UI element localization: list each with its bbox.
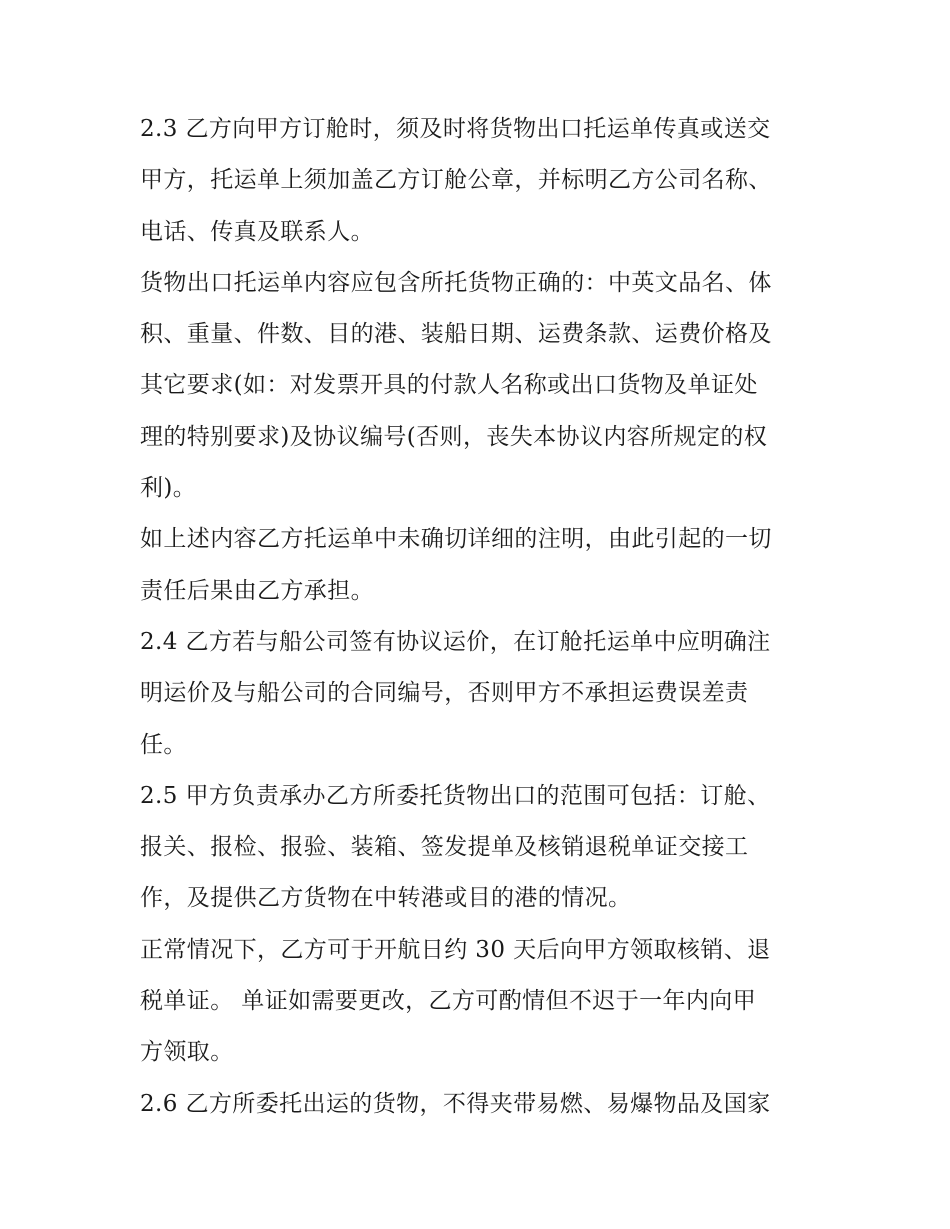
- text-line: 明运价及与船公司的合同编号，否则甲方不承担运费误差责: [140, 680, 749, 707]
- paragraph-documents-return: [140, 925, 820, 1079]
- text-line: 任。: [140, 731, 187, 758]
- text-line: 如上述内容乙方托运单中未确切详细的注明，由此引起的一切: [140, 526, 772, 553]
- text-line: 2.5 甲方负责承办乙方所委托货物出口的范围可包括：订舱、: [140, 782, 771, 809]
- text-line: 甲方，托运单上须加盖乙方订舱公章，并标明乙方公司名称、: [140, 167, 772, 194]
- paragraph-booking-contents: [140, 258, 820, 514]
- text-line: 2.4 乙方若与船公司签有协议运价，在订舱托运单中应明确注: [140, 628, 771, 655]
- text-line: 作，及提供乙方货物在中转港或目的港的情况。: [140, 885, 632, 912]
- paragraph-2-6: [140, 1079, 820, 1130]
- text-line: 理的特别要求)及协议编号(否则，丧失本协议内容所规定的权: [140, 423, 768, 450]
- text-line: 其它要求(如：对发票开具的付款人名称或出口货物及单证处: [140, 372, 758, 399]
- text-line: 责任后果由乙方承担。: [140, 577, 374, 604]
- text-line: 报关、报检、报验、装箱、签发提单及核销退税单证交接工: [140, 834, 749, 861]
- text-line: 方领取。: [140, 1039, 234, 1066]
- paragraph-2-5: [140, 771, 820, 925]
- text-line: 2.6 乙方所委托出运的货物，不得夹带易燃、易爆物品及国家: [140, 1090, 771, 1117]
- text-line: 利)。: [140, 475, 197, 502]
- paragraph-liability: [140, 514, 820, 617]
- document-body: [140, 104, 820, 1130]
- paragraph-2-4: [140, 617, 820, 771]
- text-line: 正常情况下，乙方可于开航日约 30 天后向甲方领取核销、退: [140, 936, 771, 963]
- paragraph-2-3: [140, 104, 820, 258]
- text-line: 货物出口托运单内容应包含所托货物正确的：中英文品名、体: [140, 269, 772, 296]
- text-line: 2.3 乙方向甲方订舱时，须及时将货物出口托运单传真或送交: [140, 116, 771, 142]
- text-line: 电话、传真及联系人。: [140, 218, 374, 245]
- text-line: 税单证。 单证如需要更改，乙方可酌情但不迟于一年内向甲: [140, 988, 757, 1015]
- text-line: 积、重量、件数、目的港、装船日期、运费条款、运费价格及: [140, 321, 772, 348]
